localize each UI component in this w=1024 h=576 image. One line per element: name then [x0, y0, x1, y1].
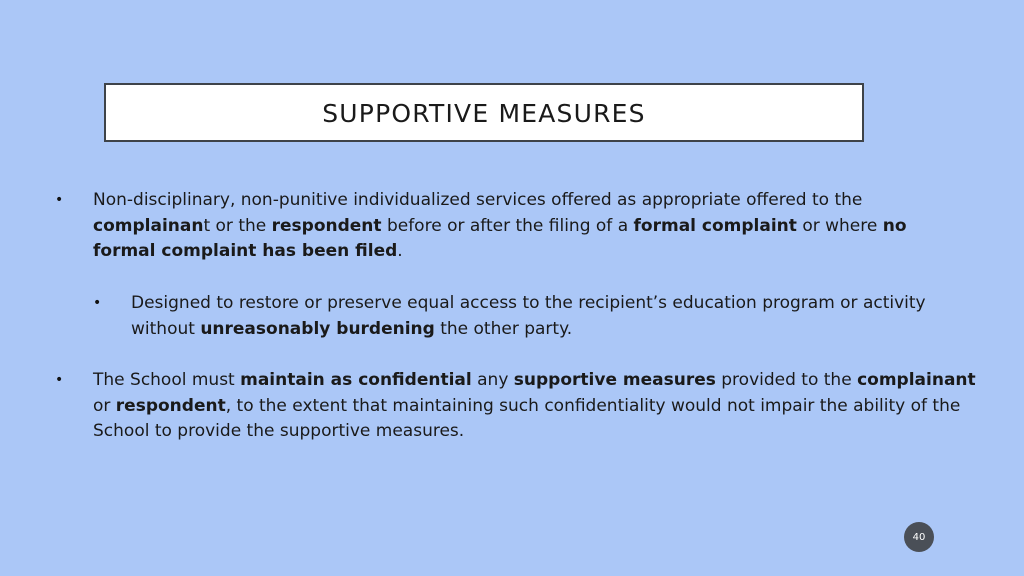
sub-bullet-marker: •	[93, 295, 102, 311]
bullet-3-text-2: any	[471, 370, 514, 390]
bullet-3-text-1: The School must	[93, 370, 241, 390]
bullet-3-text-5: , to the extent that maintaining such confidentiality would not impair the ability of the School to provide the supportive measures.	[93, 395, 961, 441]
bullet-1-text-2: t or the	[203, 215, 272, 236]
bullet-1-text-1: Non-disciplinary, non-punitive individualized services offered as appropriate offered to the	[93, 190, 863, 210]
bullet-3-bold-2: supportive measures	[513, 370, 716, 390]
bullet-3-bold-3: complainant	[857, 370, 976, 390]
bullet-item-2	[93, 368, 993, 445]
sub-bullet-item-1	[131, 291, 991, 342]
bullet-3-bold-1: maintain as confidential	[240, 370, 472, 390]
bullet-2-bold-1: unreasonably burdening	[200, 318, 435, 339]
bullet-1-text-4: or where	[796, 215, 883, 236]
bullet-1-text-3: before or after the filing of a	[381, 215, 634, 236]
bullet-marker: •	[55, 192, 64, 208]
bullet-item-1	[93, 188, 973, 265]
bullet-3-bold-4: respondent	[115, 395, 226, 416]
slide-title: SUPPORTIVE MEASURES	[322, 99, 646, 128]
bullet-1-bold-3: formal complaint	[633, 215, 797, 236]
page-number-badge	[904, 522, 934, 552]
bullet-1-text-5: .	[397, 241, 403, 261]
bullet-1-bold-1: complainan	[93, 215, 204, 236]
page-number: 40	[912, 531, 926, 543]
bullet-1-bold-2: respondent	[271, 215, 382, 236]
bullet-marker: •	[55, 372, 64, 388]
bullet-2-text-1: Designed to restore or preserve equal access to the recipient’s education program or activity without	[131, 293, 926, 339]
bullet-2-text-2: the other party.	[434, 318, 573, 339]
bullet-3-text-4: or	[93, 395, 116, 416]
bullet-3-text-3: provided to the	[715, 370, 858, 390]
bullet-1-bold-4: no formal complaint has been filed	[93, 215, 907, 261]
title-box	[104, 83, 864, 142]
